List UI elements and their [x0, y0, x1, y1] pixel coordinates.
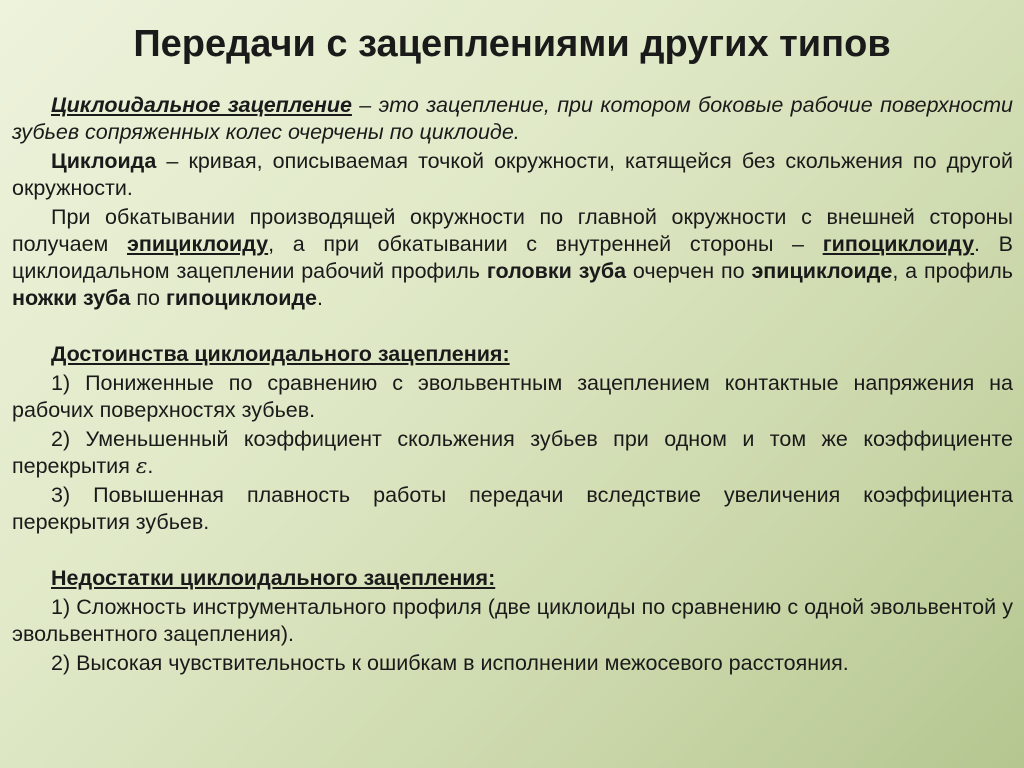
rolling-text-2: , а при обкатывании с внутренней стороны – — [268, 232, 823, 256]
advantage-item-1: 1) Пониженные по сравнению с эвольвентным зацеплением контактные напряжения на рабочих поверхностях зубьев. — [12, 371, 1013, 422]
rolling-text-3: . В циклоидальном зацеплении рабочий профиль — [12, 232, 1014, 283]
disadvantage-item-1: 1) Сложность инструментального профиля (две циклоиды по сравнению с одной эвольвентой у эвольвентного зацепления). — [12, 595, 1013, 646]
rolling-text-5: , а профиль — [892, 259, 1013, 283]
rolling-epicycloid-term: эпициклоиду — [126, 232, 269, 256]
rolling-epicycloid-bold: эпициклоиде — [751, 259, 893, 283]
disadvantages-heading-paragraph — [12, 565, 1013, 592]
cycloid-definition: – кривая, описываемая точкой окружности, катящейся без скольжения по другой окружности. — [12, 149, 1013, 200]
disadvantages-heading: Недостатки циклоидального зацепления: — [51, 566, 496, 590]
cycloid-term: Циклоида — [51, 149, 157, 173]
rolling-foot-term: ножки зуба — [12, 286, 131, 310]
advantages-heading-paragraph — [12, 341, 1013, 368]
spacer — [12, 538, 1013, 565]
advantage-item-2 — [12, 426, 1013, 480]
slide-title: Передачи с зацеплениями других типов — [133, 23, 891, 65]
intro-term: Циклоидальное зацепление — [51, 93, 352, 117]
advantage-item-3: 3) Повышенная плавность работы передачи вследствие увеличения коэффициента перекрытия зубьев. — [12, 483, 1013, 534]
intro-definition: – это зацепление, при котором боковые рабочие поверхности зубьев сопряженных колес очерчены по циклоиде. — [12, 93, 1013, 144]
cycloid-paragraph — [12, 148, 1013, 202]
rolling-head-term: головки зуба — [486, 259, 627, 283]
disadvantage-item-2: 2) Высокая чувствительность к ошибкам в исполнении межосевого расстояния. — [51, 651, 849, 675]
epsilon-symbol: ε — [135, 454, 148, 479]
advantage-item-2-text: 2) Уменьшенный коэффициент скольжения зубьев при одном и том же коэффициенте перекрытия — [12, 427, 1013, 478]
slide-body — [12, 92, 1013, 679]
rolling-text-6: по — [130, 286, 166, 310]
intro-paragraph — [12, 92, 1013, 146]
rolling-hypocycloid-term: гипоциклоиду — [822, 232, 975, 256]
advantage-item-2-end: . — [147, 454, 154, 478]
rolling-text-7: . — [317, 286, 323, 310]
spacer — [12, 314, 1013, 341]
rolling-hypocycloid-bold: гипоциклоиде — [165, 286, 318, 310]
rolling-text-1: При обкатывании производящей окружности по главной окружности с внешней стороны получаем — [12, 205, 1013, 256]
advantages-heading: Достоинства циклоидального зацепления: — [51, 342, 510, 366]
rolling-paragraph — [12, 204, 1013, 312]
rolling-text-4: очерчен по — [626, 259, 752, 283]
